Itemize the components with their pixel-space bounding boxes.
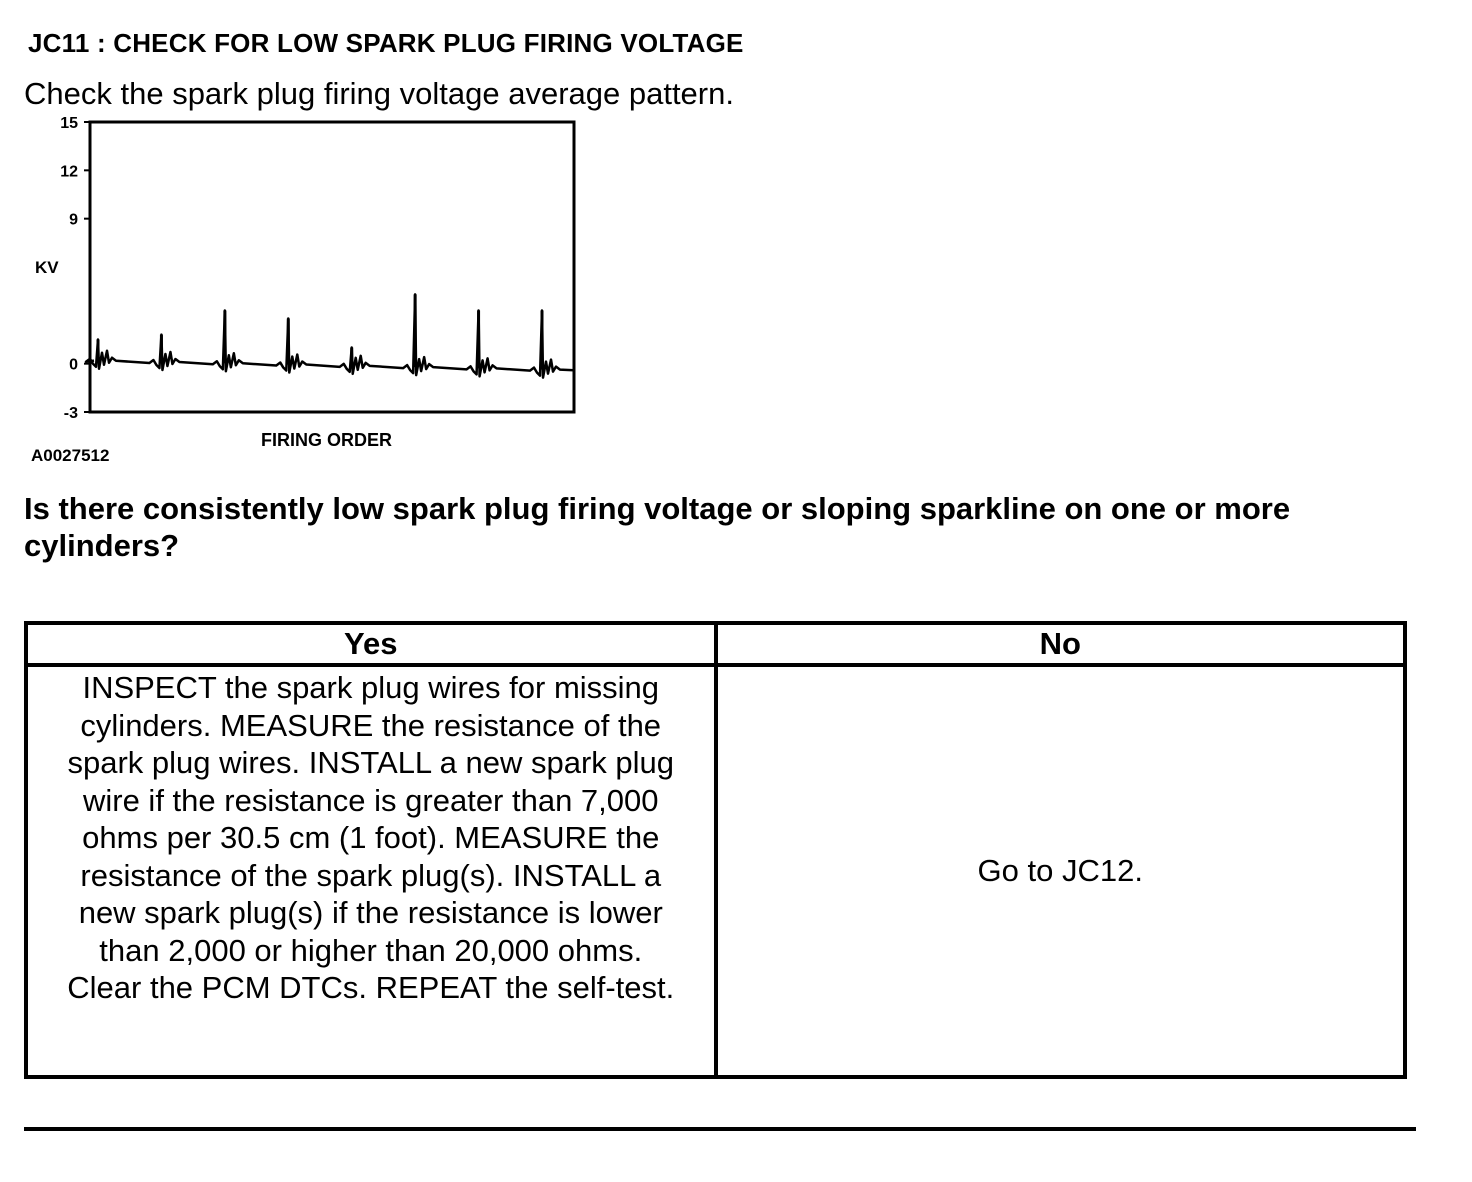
no-header: No	[716, 623, 1406, 665]
section-heading: JC11 : CHECK FOR LOW SPARK PLUG FIRING VOLTAGE	[28, 28, 744, 58]
yes-cell	[26, 665, 716, 1077]
yes-line: new spark plug(s) if the resistance is lower	[78, 895, 663, 930]
yes-line: wire if the resistance is greater than 7,000	[82, 782, 659, 818]
y-tick-label: 12	[60, 163, 78, 181]
x-axis-label: FIRING ORDER	[261, 430, 393, 450]
yes-line: cylinders. MEASURE the resistance of the	[80, 707, 662, 743]
voltage-trace	[86, 294, 574, 377]
y-tick-label: 0	[69, 356, 78, 374]
intro-text: Check the spark plug firing voltage average pattern.	[24, 76, 734, 111]
yes-line: ohms per 30.5 cm (1 foot). MEASURE the	[82, 820, 660, 855]
firing-voltage-chart	[24, 110, 594, 470]
y-tick-label: -3	[63, 405, 78, 422]
answer-table	[24, 621, 1407, 1079]
yes-line: resistance of the spark plug(s). INSTALL a	[80, 857, 662, 893]
yes-line: than 2,000 or higher than 20,000 ohms.	[99, 932, 643, 968]
yes-line: spark plug wires. INSTALL a new spark plug	[67, 745, 674, 780]
figure-id: A0027512	[31, 446, 110, 465]
no-cell: Go to JC12.	[716, 665, 1406, 1077]
question-text: Is there consistently low spark plug firing voltage or sloping sparkline on one or more cylinders?	[24, 491, 1291, 563]
yes-line: Clear the PCM DTCs. REPEAT the self-test.	[67, 970, 675, 1005]
y-axis-label: KV	[35, 258, 59, 277]
bottom-divider	[24, 1127, 1416, 1131]
y-tick-label: 9	[69, 211, 78, 229]
yes-line: INSPECT the spark plug wires for missing	[82, 670, 660, 705]
yes-header: Yes	[26, 623, 716, 665]
y-tick-label: 15	[60, 115, 78, 132]
